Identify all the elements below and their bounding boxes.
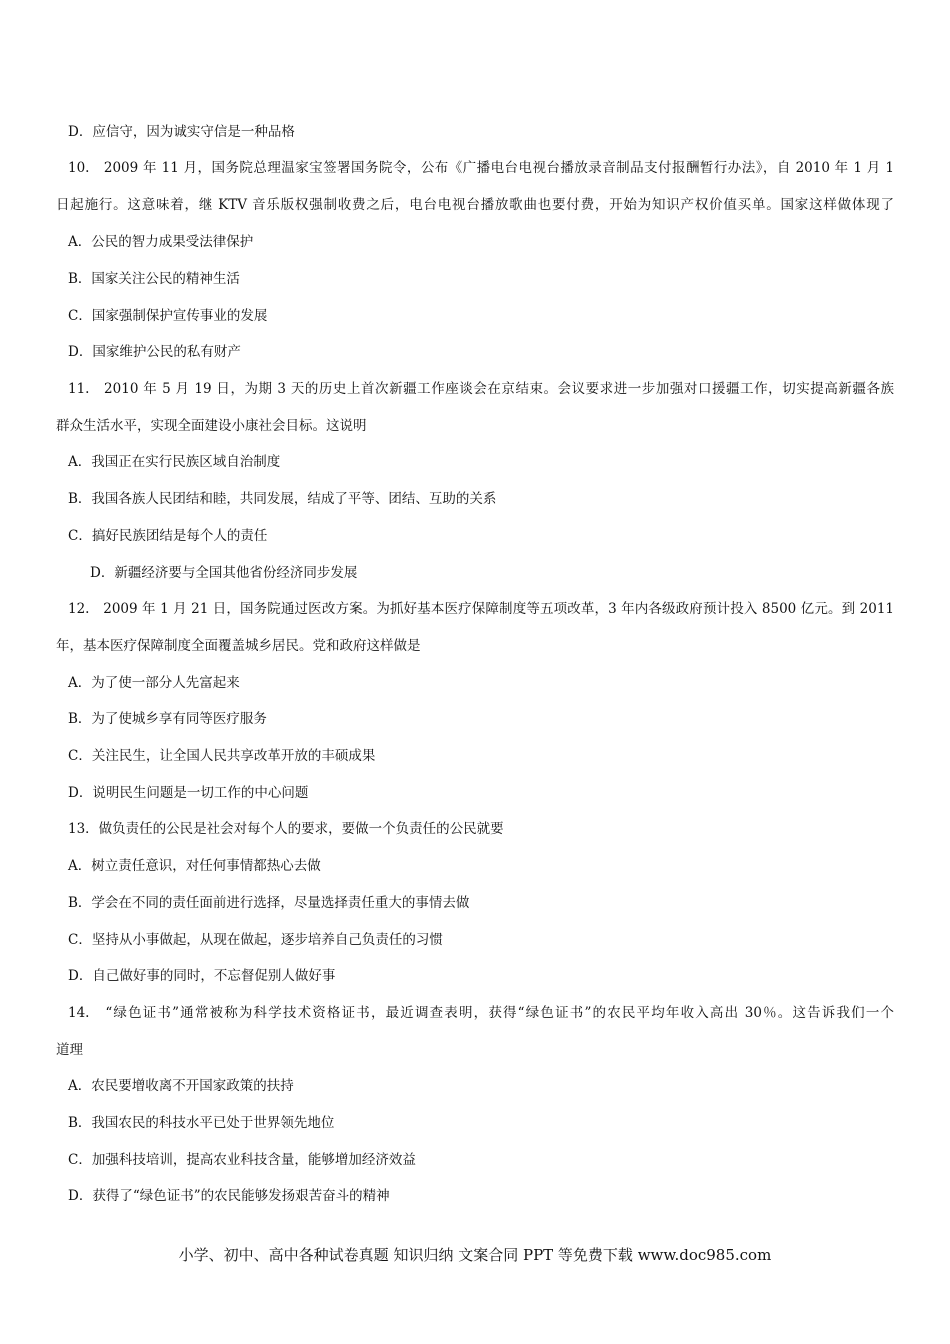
q12-option-c: C．关注民生，让全国人民共享改革开放的丰硕成果 — [68, 748, 376, 764]
q12-stem-line-1: 12. 2009 年 1 月 21 日，国务院通过医改方案。为抓好基本医疗保障制度等五项改革，3 年内各级政府预计投入 8500 亿元。到 2011 — [68, 601, 894, 617]
q10-option-d: D．国家维护公民的私有财产 — [68, 344, 241, 360]
q13-option-a: A．树立责任意识，对任何事情都热心去做 — [68, 858, 321, 874]
q10-stem-line-1: 10. 2009 年 11 月，国务院总理温家宝签署国务院令，公布《广播电台电视台播放录音制品支付报酬暂行办法》，自 2010 年 1 月 1 — [68, 160, 894, 176]
q11-option-c: C．搞好民族团结是每个人的责任 — [68, 528, 268, 544]
q12-option-d: D．说明民生问题是一切工作的中心问题 — [68, 785, 309, 801]
q11-option-d: D．新疆经济要与全国其他省份经济同步发展 — [90, 565, 358, 581]
q13-option-b: B．学会在不同的责任面前进行选择，尽量选择责任重大的事情去做 — [68, 895, 470, 911]
q10-option-c: C．国家强制保护宣传事业的发展 — [68, 308, 268, 324]
q13-option-c: C．坚持从小事做起，从现在做起，逐步培养自己负责任的习惯 — [68, 932, 443, 948]
q11-option-b: B．我国各族人民团结和睦，共同发展，结成了平等、团结、互助的关系 — [68, 491, 497, 507]
q14-option-b: B．我国农民的科技水平已处于世界领先地位 — [68, 1115, 335, 1131]
q11-option-a: A．我国正在实行民族区域自治制度 — [68, 454, 281, 470]
q14-option-d: D．获得了“绿色证书”的农民能够发扬艰苦奋斗的精神 — [68, 1188, 390, 1204]
q13-option-d: D．自己做好事的同时，不忘督促别人做好事 — [68, 968, 336, 984]
q14-stem-line-2: 道理 — [56, 1042, 83, 1058]
q11-stem-line-1: 11. 2010 年 5 月 19 日，为期 3 天的历史上首次新疆工作座谈会在京结束。会议要求进一步加强对口援疆工作，切实提高新疆各族 — [68, 381, 894, 397]
q13-stem: 13．做负责任的公民是社会对每个人的要求，要做一个负责任的公民就要 — [68, 821, 504, 837]
q9-option-d: D．应信守，因为诚实守信是一种品格 — [68, 124, 295, 140]
q14-option-a: A．农民要增收离不开国家政策的扶持 — [68, 1078, 294, 1094]
q12-stem-line-2: 年，基本医疗保障制度全面覆盖城乡居民。党和政府这样做是 — [56, 638, 421, 654]
q14-stem-line-1: 14. “绿色证书”通常被称为科学技术资格证书，最近调查表明，获得“绿色证书”的农民平均年收入高出 30％。这告诉我们一个 — [68, 1005, 894, 1021]
q12-option-a: A．为了使一部分人先富起来 — [68, 675, 240, 691]
q11-stem-line-2: 群众生活水平，实现全面建设小康社会目标。这说明 — [56, 418, 367, 434]
q10-option-a: A．公民的智力成果受法律保护 — [68, 234, 254, 250]
q10-stem-line-2: 日起施行。这意味着，继 KTV 音乐版权强制收费之后，电台电视台播放歌曲也要付费，开始为知识产权价值买单。国家这样做体现了 — [56, 197, 894, 213]
page-footer: 小学、初中、高中各种试卷真题 知识归纳 文案合同 PPT 等免费下载 www.doc985.com — [178, 1246, 772, 1264]
q14-option-c: C．加强科技培训，提高农业科技含量，能够增加经济效益 — [68, 1152, 416, 1168]
q10-option-b: B．国家关注公民的精神生活 — [68, 271, 240, 287]
q12-option-b: B．为了使城乡享有同等医疗服务 — [68, 711, 267, 727]
